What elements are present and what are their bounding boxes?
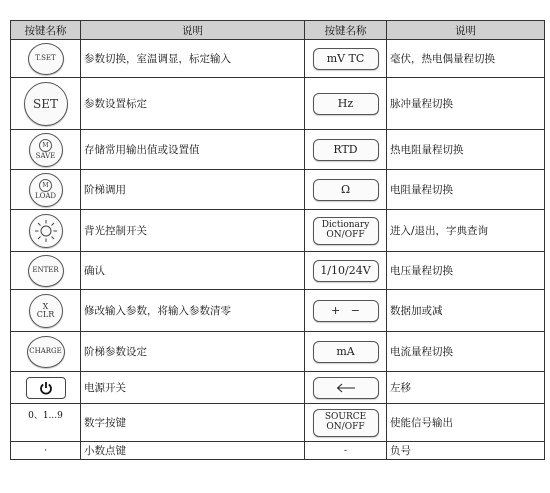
row-description: 电压量程切换 <box>387 252 545 290</box>
table-row <box>11 210 545 252</box>
shift-left-key <box>313 377 379 399</box>
hz-key: Hz <box>313 93 379 115</box>
table-row <box>11 130 545 170</box>
save-key <box>29 133 63 167</box>
power-key <box>26 377 66 399</box>
source-key-line2: ON/OFF <box>326 421 365 432</box>
key-function-table <box>10 20 545 460</box>
minus-sign-key: - <box>305 442 387 460</box>
table-header-row <box>11 21 545 40</box>
row-description: 确认 <box>81 252 305 290</box>
table-row <box>11 252 545 290</box>
clr-key-top: X <box>42 301 49 311</box>
tset-key: T.SET <box>28 43 64 75</box>
power-icon <box>39 381 53 395</box>
row-description: 存储常用输出值或设置值 <box>81 130 305 170</box>
voltage-range-key: 1/10/24V <box>313 260 379 282</box>
rtd-key: RTD <box>313 139 379 161</box>
clr-key <box>29 294 63 328</box>
row-description: 电流量程切换 <box>387 332 545 372</box>
row-description: 背光控制开关 <box>81 210 305 252</box>
mv-tc-key: mV TC <box>313 48 379 70</box>
row-description: 左移 <box>387 372 545 404</box>
source-key-line1: SOURCE <box>324 412 367 423</box>
row-description: 参数切换，室温调显，标定输入 <box>81 40 305 78</box>
source-key <box>313 409 379 437</box>
load-key-label: LOAD <box>34 192 57 200</box>
header-description: 说明 <box>81 21 305 40</box>
row-description: 使能信号输出 <box>387 404 545 442</box>
decimal-point-key: · <box>11 442 81 460</box>
ma-key: mA <box>313 341 379 363</box>
plus-minus-key: + − <box>313 300 379 322</box>
table-row <box>11 290 545 332</box>
row-description: 进入/退出，字典查询 <box>387 210 545 252</box>
clr-key-label: CLR <box>36 309 55 319</box>
m-mark: M <box>39 139 52 152</box>
header-key-name: 按键名称 <box>11 21 81 40</box>
row-description: 阶梯调用 <box>81 170 305 210</box>
digit-keys: 0、1...9 <box>11 404 81 442</box>
m-mark: M <box>39 179 52 192</box>
table-row <box>11 404 545 442</box>
table-row <box>11 40 545 78</box>
left-arrow-icon <box>335 383 357 393</box>
row-description: 热电阻量程切换 <box>387 130 545 170</box>
row-description: 毫伏，热电偶量程切换 <box>387 40 545 78</box>
row-description: 负号 <box>387 442 545 460</box>
ohm-key: Ω <box>313 179 379 201</box>
dictionary-key-line2: ON/OFF <box>326 229 365 240</box>
table-row <box>11 332 545 372</box>
row-description: 数字按键 <box>81 404 305 442</box>
table-row <box>11 442 545 460</box>
charge-key: CHARGE <box>27 336 65 368</box>
row-description: 参数设置标定 <box>81 78 305 130</box>
row-description: 电阻量程切换 <box>387 170 545 210</box>
set-key: SET <box>24 82 68 126</box>
table-row <box>11 170 545 210</box>
header-key-name-2: 按键名称 <box>305 21 387 40</box>
table-row <box>11 372 545 404</box>
row-description: 数据加或减 <box>387 290 545 332</box>
save-key-label: SAVE <box>35 152 56 160</box>
dictionary-key <box>313 217 379 245</box>
table-row <box>11 78 545 130</box>
row-description: 阶梯参数设定 <box>81 332 305 372</box>
dictionary-key-line1: Dictionary <box>321 220 370 231</box>
row-description: 脉冲量程切换 <box>387 78 545 130</box>
sun-icon <box>33 218 59 244</box>
row-description: 小数点键 <box>81 442 305 460</box>
load-key <box>29 173 63 207</box>
row-description: 修改输入参数，将输入参数清零 <box>81 290 305 332</box>
backlight-key <box>29 214 63 248</box>
row-description: 电源开关 <box>81 372 305 404</box>
header-description-2: 说明 <box>387 21 545 40</box>
enter-key: ENTER <box>28 255 64 287</box>
